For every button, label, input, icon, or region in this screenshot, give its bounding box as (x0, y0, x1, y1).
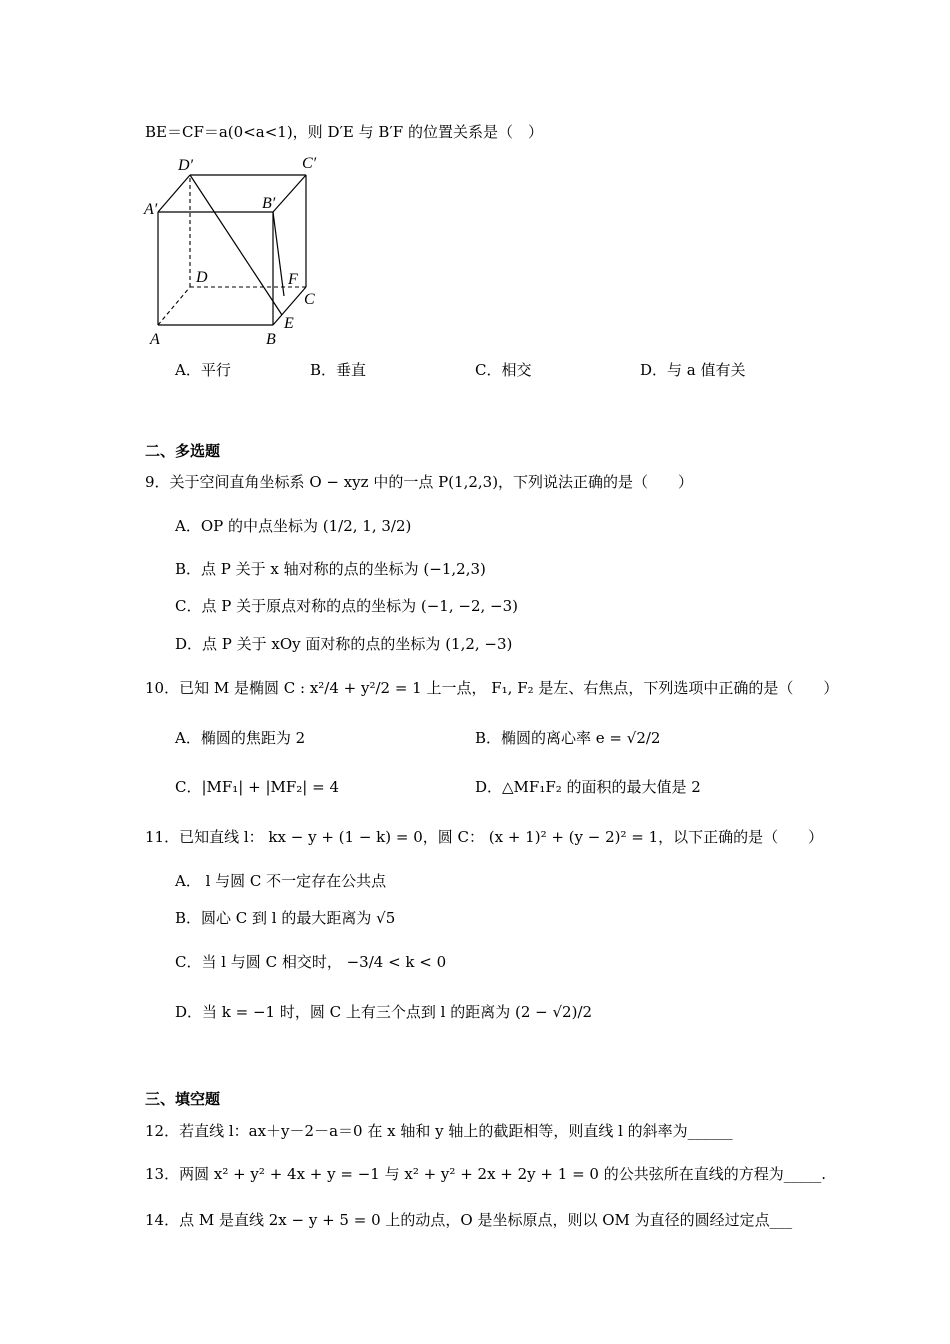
q9-option-b: B．点 P 关于 x 轴对称的点的坐标为 (−1,2,3) (175, 560, 486, 578)
section-3-title: 三、填空题 (145, 1090, 221, 1108)
q11-option-c: C．当 l 与圆 C 相交时， −3/4 < k < 0 (175, 953, 447, 971)
q9-option-d: D．点 P 关于 xOy 面对称的点的坐标为 (1,2, −3) (175, 635, 513, 653)
cube-figure (140, 150, 340, 345)
label-B: B (266, 331, 276, 345)
label-E: E (284, 315, 294, 332)
hidden-edge-A-D (158, 287, 190, 325)
q11-stem: 11．已知直线 l： kx − y + (1 − k) = 0，圆 C： (x + 1)² + (y − 2)² = 1，以下正确的是（ ） (145, 828, 824, 846)
q8-option-c: C．相交 (475, 361, 532, 379)
q10-option-d: D．△MF₁F₂ 的面积的最大值是 2 (475, 778, 701, 796)
q8-option-d: D．与 a 值有关 (640, 361, 746, 379)
q11-option-b: B．圆心 C 到 l 的最大距离为 √5 (175, 909, 396, 927)
edge-A1-D1 (158, 175, 190, 212)
label-B1: B′ (262, 195, 276, 212)
q10-stem: 10．已知 M 是椭圆 C : x²/4 + y²/2 = 1 上一点， F₁, F₂ 是左、右焦点，下列选项中正确的是（ ） (145, 679, 839, 697)
q12-stem: 12．若直线 l：ax＋y－2－a＝0 在 x 轴和 y 轴上的截距相等，则直线 l 的斜率为______ (145, 1122, 733, 1140)
q10-option-b: B．椭圆的离心率 e = √2/2 (475, 729, 661, 747)
q8-option-b: B．垂直 (310, 361, 367, 379)
label-A1: A′ (144, 201, 158, 218)
edge-C1-B1 (273, 175, 306, 212)
segment-B1-F (273, 212, 284, 296)
label-C1: C′ (302, 155, 317, 172)
label-A: A (150, 331, 160, 345)
q11-option-a: A． l 与圆 C 不一定存在公共点 (175, 872, 387, 890)
q10-option-a: A．椭圆的焦距为 2 (175, 729, 306, 747)
q9-option-a: A．OP 的中点坐标为 (1/2, 1, 3/2) (175, 517, 412, 535)
label-D1: D′ (178, 157, 194, 174)
q13-stem: 13．两圆 x² + y² + 4x + y = −1 与 x² + y² + 2x + 2y + 1 = 0 的公共弦所在直线的方程为_____. (145, 1165, 826, 1183)
q8-option-a: A．平行 (175, 361, 231, 379)
q14-stem: 14．点 M 是直线 2x − y + 5 = 0 上的动点，O 是坐标原点，则以 OM 为直径的圆经过定点___ (145, 1211, 793, 1229)
q11-option-d: D．当 k = −1 时，圆 C 上有三个点到 l 的距离为 (2 − √2)/2 (175, 1003, 593, 1021)
section-2-title: 二、多选题 (145, 442, 221, 460)
q9-option-c: C．点 P 关于原点对称的点的坐标为 (−1, −2, −3) (175, 597, 518, 615)
q10-option-c: C．|MF₁| + |MF₂| = 4 (175, 778, 340, 796)
q8-stem: BE＝CF＝a(0<a<1)，则 D′E 与 B′F 的位置关系是（ ） (145, 123, 543, 141)
q9-stem: 9．关于空间直角坐标系 O − xyz 中的一点 P(1,2,3)，下列说法正确的是（ ） (145, 473, 694, 491)
label-D: D (196, 269, 208, 286)
label-C: C (304, 291, 315, 308)
label-F: F (288, 271, 298, 288)
